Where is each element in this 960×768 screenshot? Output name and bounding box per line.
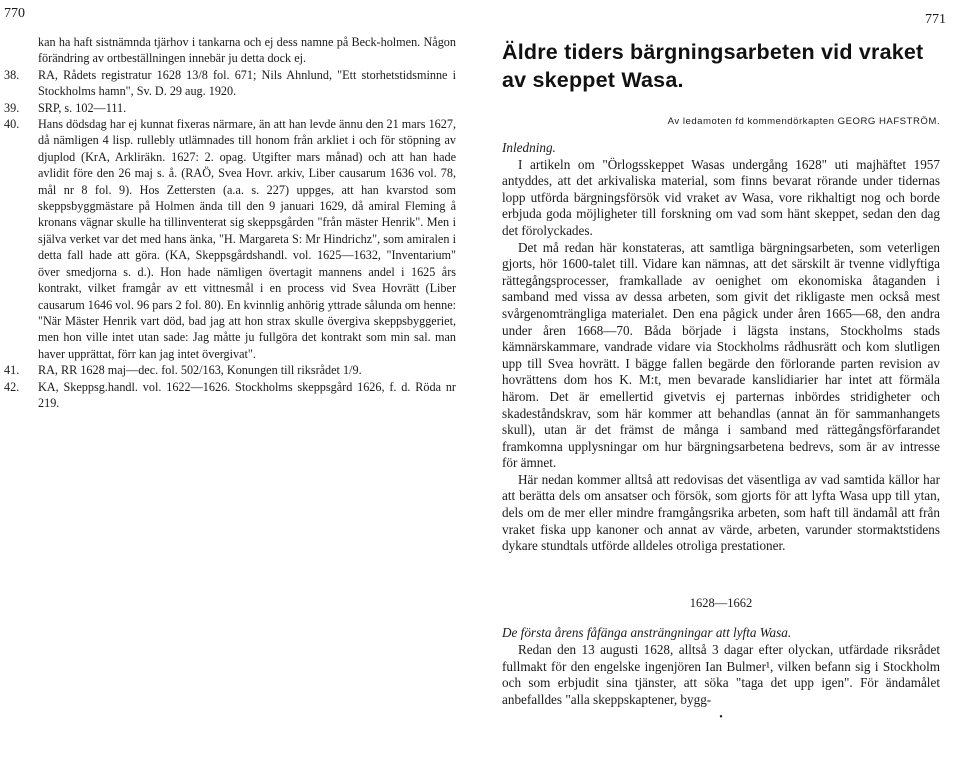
article-title: Äldre tiders bärgningsarbeten vid vraket av skeppet Wasa.: [502, 40, 924, 92]
page-number: 771: [925, 12, 946, 27]
note-number: 39.: [4, 100, 20, 115]
note-number: 41.: [4, 363, 20, 378]
paragraph: Det må redan här konstateras, att samtliga bärgningsarbeten, som veterligen gjorts, hör 1600-talet till. Vidare kan nämnas, att det särskilt är tvenne vidlyftiga rättegångsprocesser, framkallade av oenighet om ekonomiska åtaganden i samband med vissa av dessa arbeten, som givit det rikligaste men också mest svårgenomträngliga materialet. Den ena pågick under åren 1665—68, den andra under åren 1668—70. Båda började i lägsta instans, Stockholms stads kämnärskammare, vandrade vidare via Stockholms rådhusrätt och kom slutligen upp till Svea hovrätt. I bägge fallen begärde den förlorande parten revision av hovrättens dom hos K. M:t, men bevarade kanslidiarier har intet att förmäla härom. Det är emellertid givetvis ej parternas inbördes stridigheter och skadeståndskrav, som här kommer att behandlas (annat än för sammanhangets skull), utan är det främst de många i samband med rättegångsförfarandet framkomna upplysningar om hur bärgningsarbetena bedrevs, som är av intresse för ämnet.: [502, 239, 940, 471]
paragraph: Här nedan kommer alltså att redovisas det väsentliga av vad samtida källor har att berätta dels om ansatser och försök, som gjorts för att lyfta Wasa upp till ytan, dels om de mer eller mindre framgångsrika arbeten, som haft till ändamål att från vraket fiska upp kanoner och annat av värde, arbeten, varunder stormaktstidens dykare stundtals utförde alldeles otroliga prestationer.: [502, 471, 940, 554]
paragraph: Redan den 13 augusti 1628, alltså 3 dagar efter olyckan, utfärdade riksrådet fullmakt för den engelske ingenjören Ian Bulmer¹, vilken befann sig i Stockholm och som erbjudit sina tjänster, att söka "taga det upp igen". För ändamålet anbefalldes "alla skeppskaptener, bygg-: [502, 642, 940, 707]
article-body: [502, 140, 940, 727]
note-text: KA, Skeppsg.handl. vol. 1622—1626. Stockholms skeppsgård 1626, f. d. Röda nr 219.: [38, 379, 456, 410]
right-page: [482, 0, 960, 768]
note-41: [4, 362, 456, 378]
note-text: SRP, s. 102—111.: [38, 100, 127, 115]
note-38: [4, 67, 456, 100]
note-number: [4, 34, 38, 67]
paragraph: I artikeln om "Örlogsskeppet Wasas undergång 1628" uti majhäftet 1957 antyddes, att det arkivaliska material, som finns bevarat rörande under tidernas lopp utförda bärgningsförsök vid vraket av Wasa, vore rikhaltigt nog och borde erbjuda goda möjligheter till forskning om vad som hänt skeppet, sedan den dag det förolyckades.: [502, 156, 940, 238]
note-text: kan ha haft sistnämnda tjärhov i tankarna och ej dess namne på Beck-holmen. Någon förändring av ortbeställningen innebär ju detta dock ej.: [38, 35, 456, 66]
page-number: 770: [4, 6, 25, 21]
endnotes: [4, 34, 456, 411]
note-39: [4, 100, 456, 116]
printer-mark: •: [719, 712, 723, 724]
note-text: RA, Rådets registratur 1628 13/8 fol. 671; Nils Ahnlund, "Ett storhetstidsminne i Stockholms hamn", Sv. D. 29 aug. 1920.: [38, 67, 456, 99]
note-number: 42.: [4, 379, 20, 394]
section-heading: 1628—1662: [689, 595, 753, 610]
article-byline: Av ledamoten fd kommendörkapten GEORG HAFSTRÖM.: [667, 116, 940, 127]
note-number: 38.: [4, 67, 20, 82]
note-continuation: [4, 34, 456, 67]
note-42: [4, 379, 456, 412]
left-page: [0, 0, 478, 768]
note-text: RA, RR 1628 maj—dec. fol. 502/163, Konungen till riksrådet 1/9.: [38, 363, 362, 378]
note-40: [4, 116, 456, 362]
intro-heading: Inledning.: [502, 140, 556, 155]
section-subheading: De första årens fåfänga ansträngningar att lyfta Wasa.: [502, 625, 792, 641]
note-number: 40.: [4, 117, 20, 132]
note-text: Hans dödsdag har ej kunnat fixeras närmare, än att han levde ännu den 21 mars 1627, då nämligen 4 lisp. rullebly utlämnades till honom från arkliet i och för stöpning av djuplod (KrA, Arkliräkn. 1627: 2. opag. Utgifter mars månad) och att han hade avlidit före den 26 maj s. å. (RAÖ, Svea Hovr. arkiv, Liber causarum 1636 vol. 78, mål nr 8 fol. 9). Hos Zettersten (a.a. s. 227) uppges, att han kvarstod som skeppsbyggmästare på Holmen ända till den 9 januari 1629, då amiral Fleming å kronans vägnar skulle ha tillinventerat sig skeppsgården "från mäster Henrik". Men i själva verket var det med hans änka, "H. Margareta S: Mr Hindrichz", som amiralen i detta fall hade att göra. (KA, Skeppsgårdshandl. vol. 1625—1632, "Inventarium" över smedjorna s. d.). Hon hade nämligen övertagit mannens andel i 1625 års kontrakt, vilket framgår av ett vittnesmål i en process vid Svea Hovrätt (Liber causarum 1646 vol. 96 pars 2 fol. 80). En kvinnlig anhörig yttrade sålunda om henne: "När Mäster Henrik vart död, bad jag att hon strax skulle övergiva skeppsbyggeriet, men hon ville intet utan sade: Jag måtte ju fullgöra det kontrakt som min sal. man haver upprättat, förr kan jag intet övergivat".: [38, 117, 456, 361]
